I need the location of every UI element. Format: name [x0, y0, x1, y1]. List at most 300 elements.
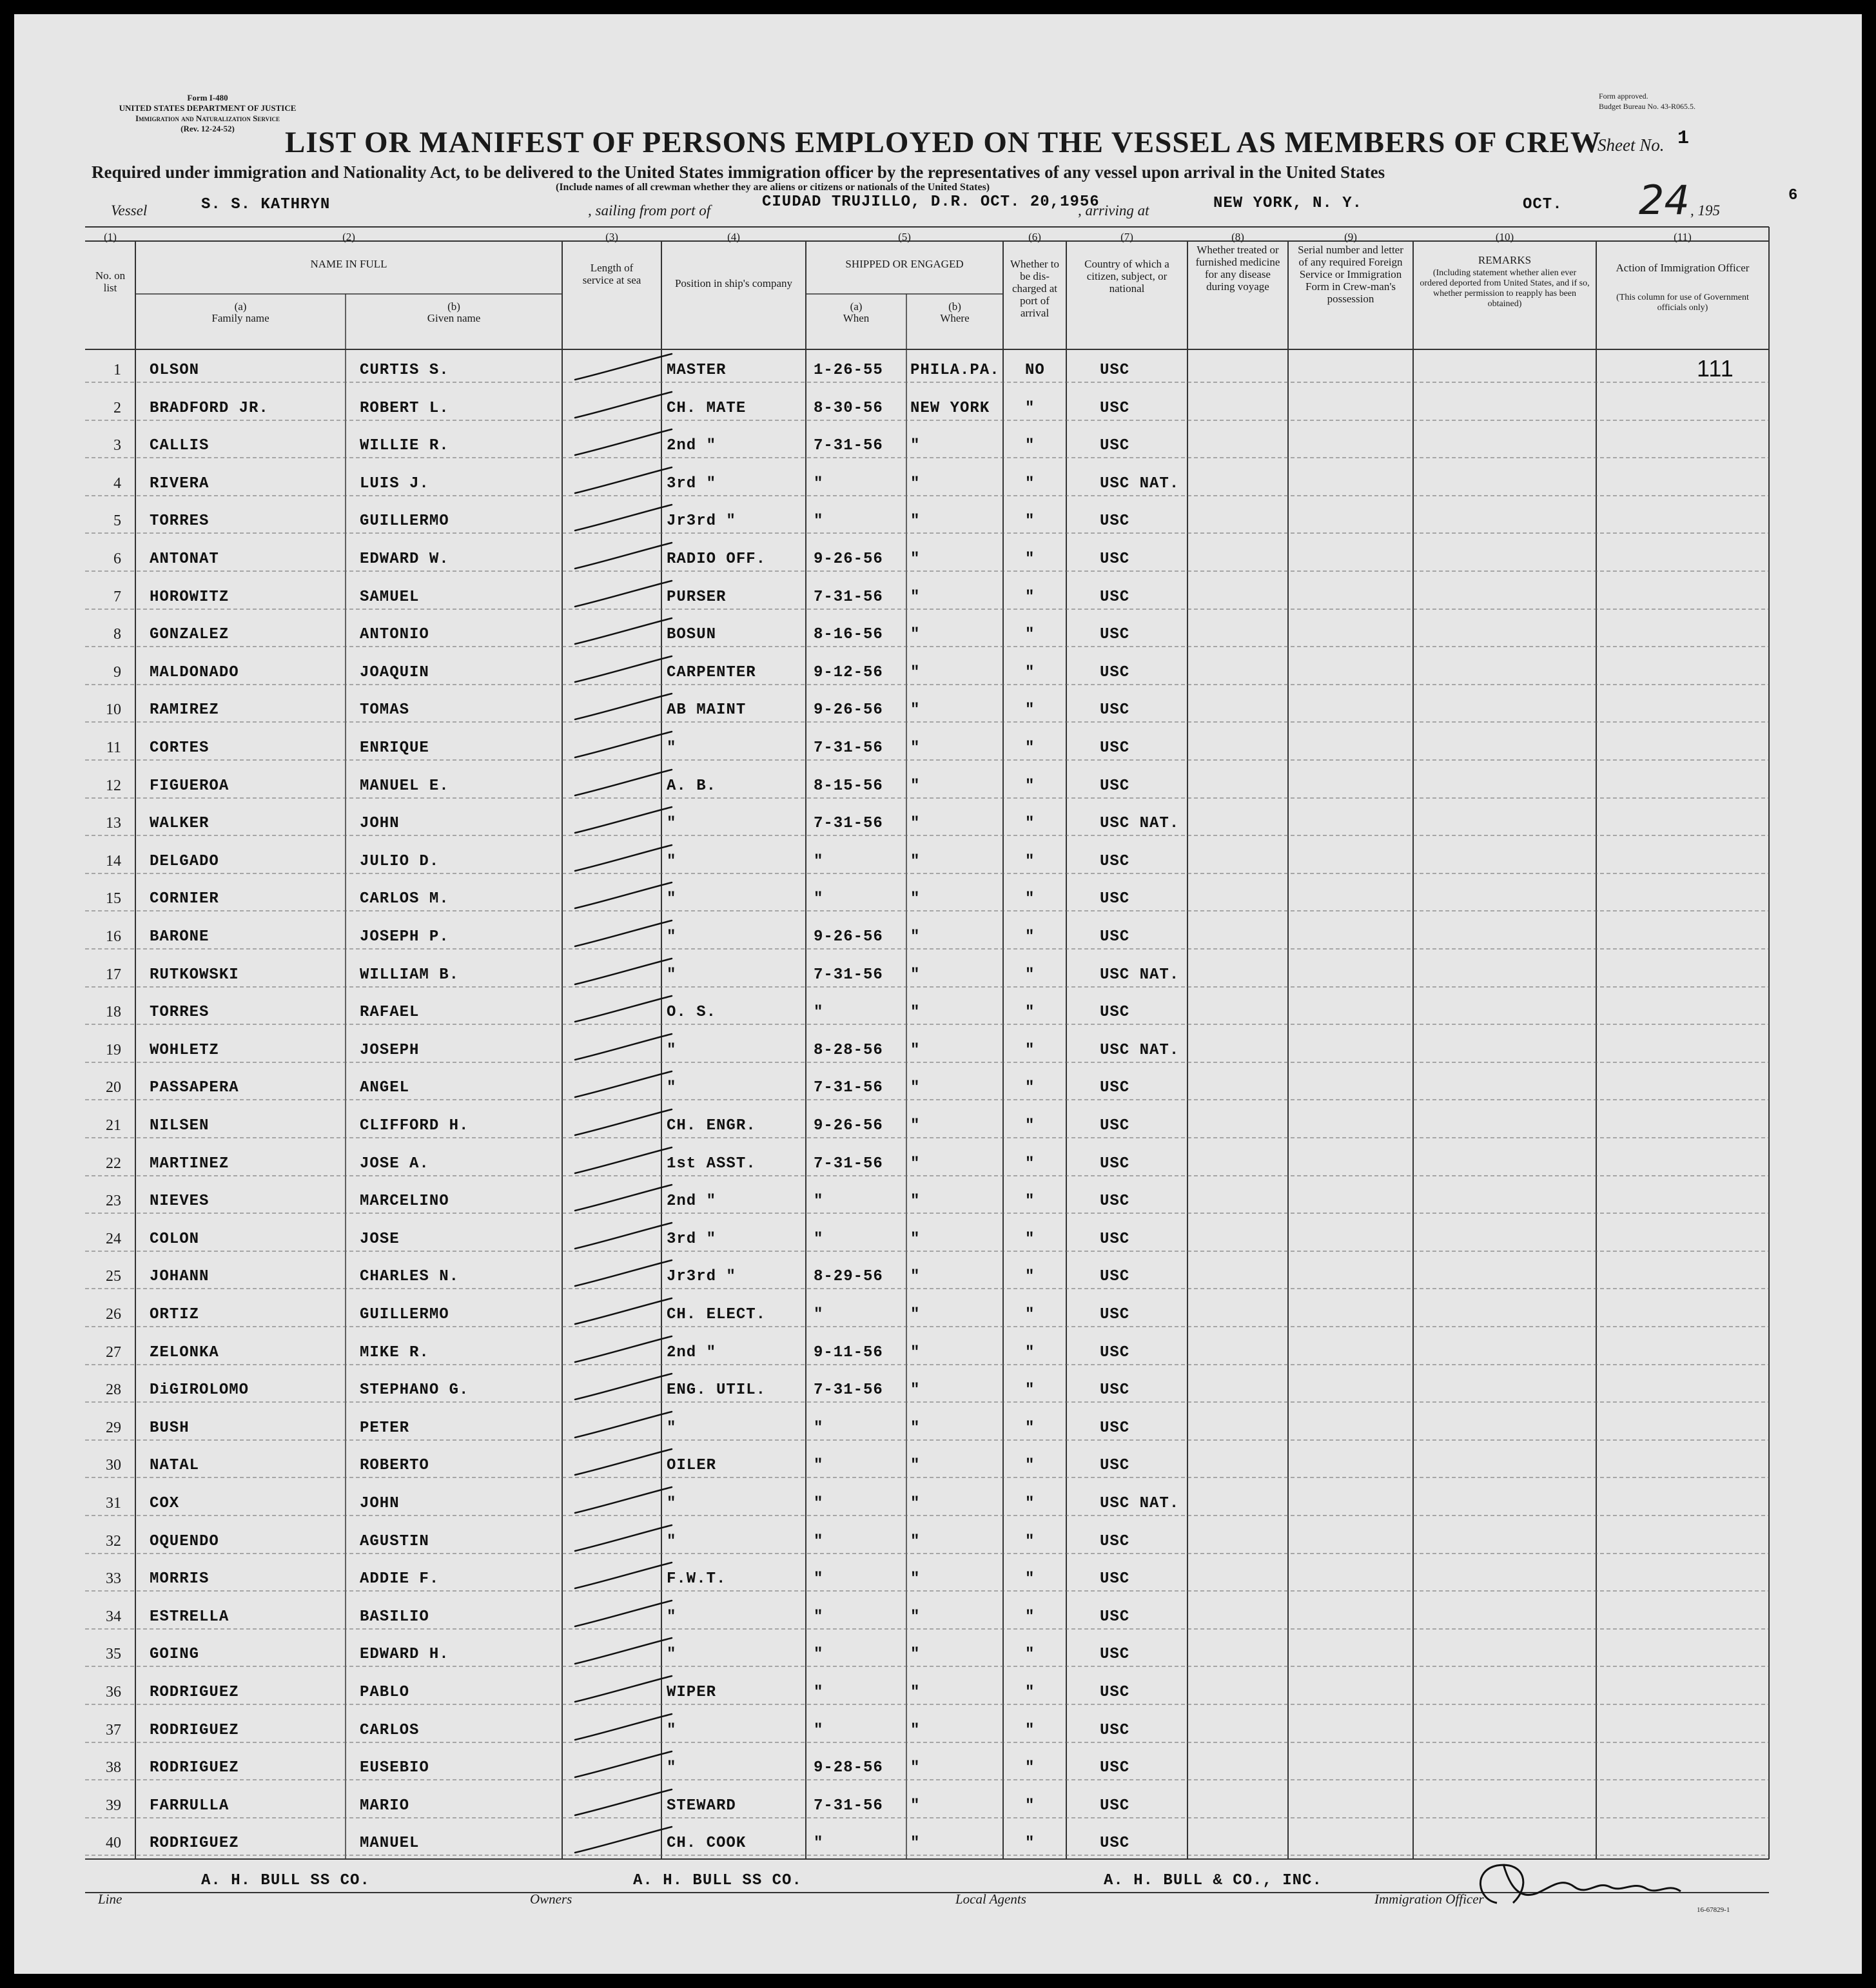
shipped-where: " — [910, 1759, 921, 1777]
col-5a-num: (a) — [850, 300, 863, 313]
shipped-when: 7-31-56 — [814, 1797, 883, 1815]
discharged: " — [1025, 1419, 1035, 1437]
row-number: 40 — [106, 1835, 121, 1851]
country: USC NAT. — [1100, 1495, 1180, 1512]
shipped-when: 9-26-56 — [814, 928, 883, 946]
position: 3rd " — [667, 475, 717, 492]
shipped-when: " — [814, 1457, 824, 1474]
position: F.W.T. — [667, 1570, 727, 1588]
position: CH. COOK — [667, 1835, 747, 1852]
shipped-when: 7-31-56 — [814, 966, 883, 984]
country: USC — [1100, 437, 1130, 454]
country: USC — [1100, 1759, 1130, 1777]
shipped-when: 9-26-56 — [814, 701, 883, 719]
row-number: 15 — [106, 890, 121, 907]
given-name: JOSEPH — [360, 1042, 420, 1059]
shipped-where: " — [910, 475, 921, 492]
col-5-label: SHIPPED OR ENGAGED — [845, 258, 964, 270]
col-10-note: (Including statement whether alien ever ordered deported from United States, and if so, whether permission to reapply has been obtained) — [1420, 268, 1590, 309]
shipped-when: 7-31-56 — [814, 589, 883, 606]
officer-label: Immigration Officer — [1374, 1891, 1484, 1907]
check-mark — [575, 1336, 672, 1362]
family-name: CALLIS — [150, 437, 210, 454]
shipped-when: " — [814, 1231, 824, 1248]
row-number: 39 — [106, 1797, 121, 1814]
position: CH. ELECT. — [667, 1306, 767, 1323]
shipped-where: " — [910, 1231, 921, 1248]
shipped-where: " — [910, 853, 921, 870]
position: CH. ENGR. — [667, 1117, 756, 1135]
given-name: EDWARD W. — [360, 551, 449, 568]
family-name: FARRULLA — [150, 1797, 230, 1815]
family-name: GOING — [150, 1646, 200, 1663]
shipped-where: " — [910, 1004, 921, 1021]
country: USC — [1100, 512, 1130, 530]
country: USC — [1100, 739, 1130, 757]
row-number: 31 — [106, 1495, 121, 1512]
shipped-when: 1-26-55 — [814, 362, 883, 379]
check-mark — [575, 1487, 672, 1513]
family-name: NIEVES — [150, 1193, 210, 1210]
discharged: " — [1025, 512, 1035, 530]
given-name: CURTIS S. — [360, 362, 449, 379]
agents-label: Local Agents — [955, 1891, 1026, 1907]
position: 1st ASST. — [667, 1155, 756, 1173]
sailing-label: , sailing from port of — [588, 202, 711, 219]
discharged: " — [1025, 1004, 1035, 1021]
shipped-when: 9-28-56 — [814, 1759, 883, 1777]
shipped-where: PHILA.PA. — [910, 362, 1000, 379]
shipped-where: " — [910, 551, 921, 568]
shipped-when: " — [814, 1722, 824, 1739]
check-mark — [575, 1374, 672, 1399]
family-name: FIGUEROA — [150, 777, 230, 795]
shipped-where: " — [910, 739, 921, 757]
check-mark — [575, 656, 672, 682]
check-mark — [575, 1827, 672, 1853]
check-mark — [575, 732, 672, 757]
given-name: ROBERT L. — [360, 400, 449, 417]
col-10-num: (10) — [1495, 231, 1514, 243]
row-number: 12 — [106, 777, 121, 794]
check-mark — [575, 882, 672, 908]
given-name: EDWARD H. — [360, 1646, 449, 1663]
family-name: RODRIGUEZ — [150, 1835, 239, 1852]
position: " — [667, 1759, 677, 1777]
check-mark — [575, 1223, 672, 1249]
arriving-label: , arriving at — [1078, 202, 1149, 219]
check-mark — [575, 1412, 672, 1437]
shipped-where: " — [910, 1495, 921, 1512]
owners-label: Owners — [530, 1891, 572, 1907]
given-name: GUILLERMO — [360, 512, 449, 530]
given-name: WILLIE R. — [360, 437, 449, 454]
shipped-when: " — [814, 1419, 824, 1437]
shipped-when: 9-26-56 — [814, 551, 883, 568]
form-approved: Form approved. — [1599, 92, 1648, 101]
given-name: JOHN — [360, 815, 400, 832]
check-mark — [575, 807, 672, 833]
col-2-label: NAME IN FULL — [310, 258, 387, 270]
shipped-when: 9-11-56 — [814, 1344, 883, 1361]
discharged: " — [1025, 1646, 1035, 1663]
shipped-where: " — [910, 1079, 921, 1096]
family-name: DELGADO — [150, 853, 219, 870]
family-name: NATAL — [150, 1457, 200, 1474]
shipped-when: " — [814, 1570, 824, 1588]
check-mark — [575, 921, 672, 946]
given-name: EUSEBIO — [360, 1759, 429, 1777]
position: " — [667, 815, 677, 832]
row-number: 34 — [106, 1608, 121, 1625]
arrival-day: 24 — [1639, 177, 1690, 224]
shipped-where: " — [910, 928, 921, 946]
country: USC — [1100, 777, 1130, 795]
family-name: BARONE — [150, 928, 210, 946]
shipped-when: " — [814, 890, 824, 908]
check-mark — [575, 959, 672, 984]
discharged: " — [1025, 475, 1035, 492]
discharged: " — [1025, 1684, 1035, 1701]
discharged: " — [1025, 966, 1035, 984]
family-name: ESTRELLA — [150, 1608, 230, 1626]
col-7-num: (7) — [1120, 231, 1133, 243]
discharged: " — [1025, 1457, 1035, 1474]
col-2a-label: Family name — [211, 312, 269, 324]
family-name: WOHLETZ — [150, 1042, 219, 1059]
family-name: CORNIER — [150, 890, 219, 908]
country: USC — [1100, 362, 1130, 379]
discharged: " — [1025, 1381, 1035, 1399]
discharged: " — [1025, 890, 1035, 908]
country: USC — [1100, 1231, 1130, 1248]
shipped-when: 8-29-56 — [814, 1268, 883, 1285]
check-mark — [575, 1071, 672, 1097]
row-number: 7 — [113, 589, 121, 605]
shipped-when: 8-28-56 — [814, 1042, 883, 1059]
discharged: " — [1025, 1155, 1035, 1173]
shipped-where: " — [910, 1193, 921, 1210]
shipped-where: " — [910, 1042, 921, 1059]
discharged: " — [1025, 1344, 1035, 1361]
family-name: OQUENDO — [150, 1533, 219, 1550]
discharged: " — [1025, 551, 1035, 568]
discharged: " — [1025, 1570, 1035, 1588]
shipped-when: 7-31-56 — [814, 739, 883, 757]
check-mark — [575, 694, 672, 719]
country: USC NAT. — [1100, 1042, 1180, 1059]
country: USC — [1100, 1306, 1130, 1323]
country: USC — [1100, 1193, 1130, 1210]
country: USC — [1100, 589, 1130, 606]
country: USC — [1100, 400, 1130, 417]
budget-bureau: Budget Bureau No. 43-R065.5. — [1599, 102, 1695, 111]
shipped-when: " — [814, 1835, 824, 1852]
position: " — [667, 1608, 677, 1626]
given-name: JOAQUIN — [360, 664, 429, 681]
shipped-when: " — [814, 1646, 824, 1663]
row-number: 28 — [106, 1381, 121, 1398]
shipped-where: " — [910, 1797, 921, 1815]
shipped-when: " — [814, 475, 824, 492]
row-number: 37 — [106, 1722, 121, 1739]
shipped-where: " — [910, 1268, 921, 1285]
row-number: 11 — [106, 739, 121, 756]
shipped-when: " — [814, 1193, 824, 1210]
shipped-where: " — [910, 437, 921, 454]
position: " — [667, 1722, 677, 1739]
row-number: 4 — [113, 475, 121, 492]
sheet-label: Sheet No. — [1598, 135, 1665, 155]
discharged: " — [1025, 777, 1035, 795]
given-name: JOHN — [360, 1495, 400, 1512]
shipped-when: 9-26-56 — [814, 1117, 883, 1135]
col-9-num: (9) — [1344, 231, 1357, 243]
position: WIPER — [667, 1684, 717, 1701]
given-name: ENRIQUE — [360, 739, 429, 757]
shipped-where: NEW YORK — [910, 400, 990, 417]
page-title: LIST OR MANIFEST OF PERSONS EMPLOYED ON THE VESSEL AS MEMBERS OF CREW — [285, 126, 1601, 159]
position: 2nd " — [667, 1344, 717, 1361]
col-7-label: Country of which a citizen, subject, or national — [1084, 258, 1169, 295]
col-5-num: (5) — [898, 231, 911, 243]
shipped-where: " — [910, 1570, 921, 1588]
discharged: " — [1025, 1722, 1035, 1739]
shipped-where: " — [910, 1419, 921, 1437]
shipped-when: " — [814, 1495, 824, 1512]
shipped-where: " — [910, 966, 921, 984]
position: 2nd " — [667, 437, 717, 454]
position: STEWARD — [667, 1797, 736, 1815]
col-2-num: (2) — [342, 231, 355, 243]
check-mark — [575, 392, 672, 418]
family-name: RAMIREZ — [150, 701, 219, 719]
given-name: BASILIO — [360, 1608, 429, 1626]
family-name: HOROWITZ — [150, 589, 230, 606]
row-number: 35 — [106, 1646, 121, 1662]
discharged: " — [1025, 815, 1035, 832]
given-name: JOSE A. — [360, 1155, 429, 1173]
given-name: AGUSTIN — [360, 1533, 429, 1550]
shipped-when: 7-31-56 — [814, 1381, 883, 1399]
position: CARPENTER — [667, 664, 756, 681]
check-mark — [575, 1601, 672, 1626]
discharged: " — [1025, 1268, 1035, 1285]
position: " — [667, 928, 677, 946]
family-name: RUTKOWSKI — [150, 966, 239, 984]
owners-value: A. H. BULL SS CO. — [633, 1872, 802, 1889]
country: USC — [1100, 701, 1130, 719]
shipped-when: " — [814, 1306, 824, 1323]
discharged: " — [1025, 701, 1035, 719]
country: USC — [1100, 1457, 1130, 1474]
check-mark — [575, 467, 672, 493]
shipped-when: 7-31-56 — [814, 437, 883, 454]
vessel-label: Vessel — [111, 202, 148, 219]
given-name: TOMAS — [360, 701, 410, 719]
country: USC — [1100, 1608, 1130, 1626]
shipped-where: " — [910, 1646, 921, 1663]
row-number: 17 — [106, 966, 121, 983]
row-number: 26 — [106, 1306, 121, 1323]
row-number: 38 — [106, 1759, 121, 1776]
year-digit: 6 — [1788, 187, 1799, 204]
country: USC — [1100, 551, 1130, 568]
department: UNITED STATES DEPARTMENT OF JUSTICE — [119, 103, 297, 113]
position: " — [667, 1646, 677, 1663]
discharged: " — [1025, 1042, 1035, 1059]
line-value: A. H. BULL SS CO. — [201, 1872, 370, 1889]
shipped-where: " — [910, 1684, 921, 1701]
immigration-action: 111 — [1697, 355, 1734, 382]
col-6-label: Whether to be dis-charged at port of arrival — [1010, 258, 1059, 319]
col-2b-num: (b) — [447, 300, 460, 313]
discharged: " — [1025, 1835, 1035, 1852]
discharged: " — [1025, 1193, 1035, 1210]
form-number: Form I-480 — [187, 93, 228, 102]
check-mark — [575, 845, 672, 871]
position: " — [667, 966, 677, 984]
row-number: 24 — [106, 1231, 121, 1247]
family-name: COLON — [150, 1231, 200, 1248]
shipped-when: 8-16-56 — [814, 626, 883, 643]
position: Jr3rd " — [667, 1268, 736, 1285]
discharged: " — [1025, 400, 1035, 417]
family-name: ZELONKA — [150, 1344, 219, 1361]
port-to: NEW YORK, N. Y. — [1213, 195, 1363, 212]
year-label: , 195 — [1690, 202, 1720, 219]
shipped-when: " — [814, 1004, 824, 1021]
country: USC — [1100, 1004, 1130, 1021]
shipped-when: " — [814, 512, 824, 530]
row-number: 25 — [106, 1268, 121, 1285]
shipped-where: " — [910, 1344, 921, 1361]
shipped-when: 8-15-56 — [814, 777, 883, 795]
position: RADIO OFF. — [667, 551, 767, 568]
country: USC — [1100, 1117, 1130, 1135]
given-name: CARLOS M. — [360, 890, 449, 908]
country: USC — [1100, 1381, 1130, 1399]
family-name: PASSAPERA — [150, 1079, 239, 1096]
shipped-when: " — [814, 1608, 824, 1626]
given-name: MANUEL E. — [360, 777, 449, 795]
family-name: RODRIGUEZ — [150, 1684, 239, 1701]
discharged: " — [1025, 1797, 1035, 1815]
country: USC NAT. — [1100, 475, 1180, 492]
country: USC NAT. — [1100, 966, 1180, 984]
shipped-when: 7-31-56 — [814, 815, 883, 832]
discharged: NO — [1025, 362, 1045, 379]
row-number: 20 — [106, 1079, 121, 1096]
given-name: ADDIE F. — [360, 1570, 440, 1588]
position: Jr3rd " — [667, 512, 736, 530]
family-name: RIVERA — [150, 475, 210, 492]
check-mark — [575, 1525, 672, 1551]
row-number: 18 — [106, 1004, 121, 1020]
col-3-num: (3) — [605, 231, 618, 243]
position: " — [667, 1495, 677, 1512]
subtitle: Required under immigration and Nationality Act, to be delivered to the United States immigration officer by the representatives of any vessel upon arrival in the United States — [92, 162, 1385, 182]
row-number: 22 — [106, 1155, 121, 1172]
row-number: 13 — [106, 815, 121, 832]
check-mark — [575, 996, 672, 1022]
row-number: 2 — [113, 400, 121, 416]
col-11-label: Action of Immigration Officer — [1616, 262, 1750, 274]
given-name: LUIS J. — [360, 475, 429, 492]
check-mark — [575, 543, 672, 569]
family-name: ANTONAT — [150, 551, 219, 568]
arrival-month: OCT. — [1523, 196, 1563, 213]
country: USC — [1100, 1533, 1130, 1550]
row-number: 5 — [113, 512, 121, 529]
family-name: DiGIROLOMO — [150, 1381, 249, 1399]
col-11-note: (This column for use of Government officials only) — [1616, 293, 1749, 313]
family-name: ORTIZ — [150, 1306, 200, 1323]
row-number: 16 — [106, 928, 121, 945]
shipped-where: " — [910, 1722, 921, 1739]
family-name: BRADFORD JR. — [150, 400, 269, 417]
country: USC — [1100, 1155, 1130, 1173]
shipped-where: " — [910, 701, 921, 719]
position: BOSUN — [667, 626, 717, 643]
shipped-where: " — [910, 1533, 921, 1550]
shipped-when: " — [814, 1533, 824, 1550]
country: USC — [1100, 664, 1130, 681]
country: USC — [1100, 928, 1130, 946]
check-mark — [575, 1676, 672, 1702]
given-name: RAFAEL — [360, 1004, 420, 1021]
position: " — [667, 1533, 677, 1550]
country: USC — [1100, 1419, 1130, 1437]
row-number: 23 — [106, 1193, 121, 1209]
country: USC — [1100, 1079, 1130, 1096]
position: ENG. UTIL. — [667, 1381, 767, 1399]
shipped-where: " — [910, 777, 921, 795]
family-name: GONZALEZ — [150, 626, 230, 643]
shipped-when: 7-31-56 — [814, 1079, 883, 1096]
given-name: JOSE — [360, 1231, 400, 1248]
check-mark — [575, 1034, 672, 1060]
check-mark — [575, 505, 672, 531]
country: USC — [1100, 1646, 1130, 1663]
country: USC — [1100, 853, 1130, 870]
country: USC — [1100, 890, 1130, 908]
col-11-num: (11) — [1674, 231, 1692, 243]
shipped-where: " — [910, 1155, 921, 1173]
shipped-where: " — [910, 1457, 921, 1474]
shipped-where: " — [910, 1835, 921, 1852]
check-mark — [575, 1298, 672, 1324]
row-number: 36 — [106, 1684, 121, 1701]
col-2a-num: (a) — [234, 300, 247, 313]
agents-value: A. H. BULL & CO., INC. — [1104, 1872, 1322, 1889]
country: USC — [1100, 1684, 1130, 1701]
check-mark — [575, 618, 672, 644]
country: USC — [1100, 1570, 1130, 1588]
check-mark — [575, 1109, 672, 1135]
row-number: 6 — [113, 551, 121, 567]
country: USC NAT. — [1100, 815, 1180, 832]
given-name: MANUEL — [360, 1835, 420, 1852]
col-1-label: No. on list — [95, 269, 126, 294]
discharged: " — [1025, 664, 1035, 681]
country: USC — [1100, 1722, 1130, 1739]
family-name: MARTINEZ — [150, 1155, 230, 1173]
family-name: COX — [150, 1495, 180, 1512]
discharged: " — [1025, 1608, 1035, 1626]
shipped-where: " — [910, 589, 921, 606]
given-name: MARIO — [360, 1797, 410, 1815]
